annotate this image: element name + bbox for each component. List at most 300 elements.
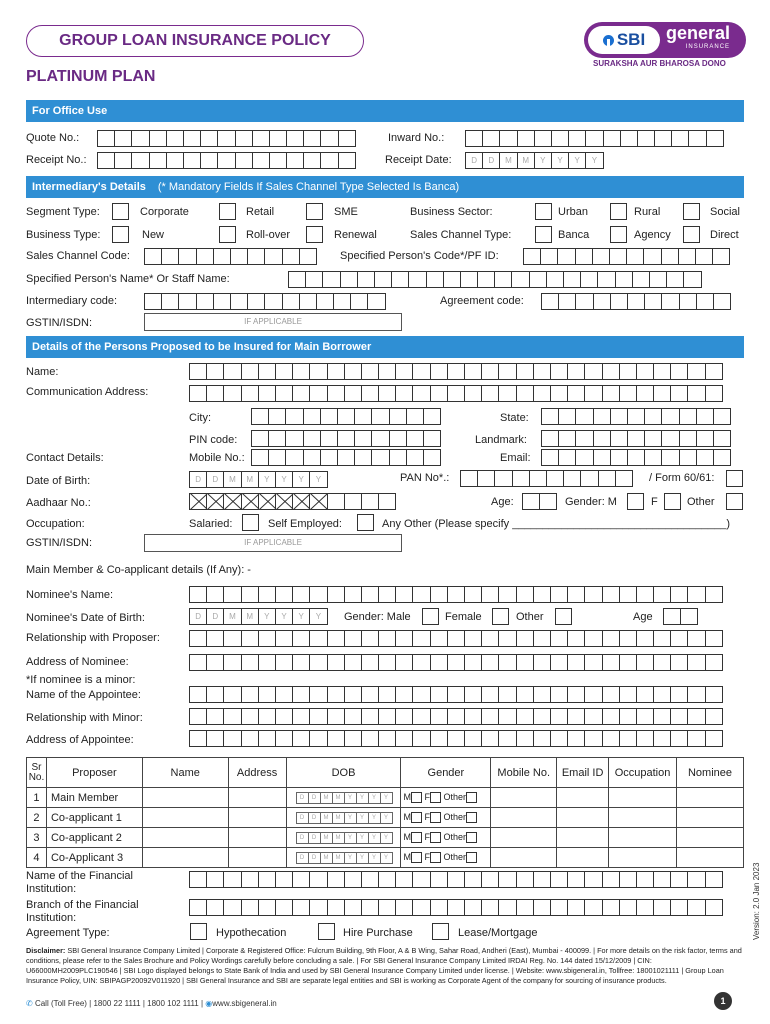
char-box[interactable]	[292, 586, 310, 603]
char-box[interactable]	[558, 408, 576, 425]
char-box[interactable]	[626, 248, 644, 265]
char-box[interactable]	[161, 248, 179, 265]
email-cell[interactable]	[557, 848, 609, 868]
char-box[interactable]	[661, 408, 679, 425]
char-box[interactable]	[602, 730, 620, 747]
date-box[interactable]: Y	[380, 792, 393, 804]
char-box[interactable]	[206, 730, 224, 747]
char-box[interactable]	[412, 730, 430, 747]
other-checkbox[interactable]	[466, 832, 477, 843]
char-box[interactable]	[344, 871, 362, 888]
char-box[interactable]	[275, 630, 293, 647]
char-box[interactable]	[430, 899, 448, 916]
email-cell[interactable]	[557, 808, 609, 828]
form-60-checkbox[interactable]	[726, 470, 743, 487]
char-box[interactable]	[550, 630, 568, 647]
email-cell[interactable]	[557, 828, 609, 848]
char-box[interactable]	[550, 899, 568, 916]
char-box[interactable]	[653, 686, 671, 703]
char-box[interactable]	[447, 363, 465, 380]
char-box[interactable]	[206, 871, 224, 888]
char-box[interactable]	[292, 654, 310, 671]
new-checkbox[interactable]	[112, 226, 129, 243]
char-box[interactable]	[580, 470, 598, 487]
char-box[interactable]	[653, 385, 671, 402]
char-box[interactable]	[550, 686, 568, 703]
char-box[interactable]	[275, 686, 293, 703]
char-box[interactable]	[264, 293, 282, 310]
char-box[interactable]	[460, 271, 478, 288]
char-box[interactable]	[251, 430, 269, 447]
char-box[interactable]	[354, 408, 372, 425]
char-box[interactable]	[320, 130, 338, 147]
char-box[interactable]	[498, 630, 516, 647]
char-box[interactable]	[309, 871, 327, 888]
char-box[interactable]	[361, 363, 379, 380]
char-box[interactable]	[292, 630, 310, 647]
char-box[interactable]	[679, 430, 697, 447]
char-box[interactable]	[447, 871, 465, 888]
char-box[interactable]	[378, 586, 396, 603]
char-box[interactable]	[223, 686, 241, 703]
char-box[interactable]	[619, 586, 637, 603]
char-box[interactable]	[516, 654, 534, 671]
char-box[interactable]	[183, 152, 201, 169]
char-box[interactable]	[344, 686, 362, 703]
char-box[interactable]	[241, 363, 259, 380]
char-box[interactable]	[498, 899, 516, 916]
char-box[interactable]	[464, 730, 482, 747]
date-box[interactable]: M	[320, 852, 333, 864]
char-box[interactable]	[584, 630, 602, 647]
char-box[interactable]	[643, 248, 661, 265]
name-field[interactable]	[189, 363, 722, 380]
char-box[interactable]	[378, 899, 396, 916]
char-box[interactable]	[688, 130, 706, 147]
date-box[interactable]: M	[320, 792, 333, 804]
date-box[interactable]: M	[241, 608, 259, 625]
char-box[interactable]	[653, 630, 671, 647]
char-box[interactable]	[516, 899, 534, 916]
char-box[interactable]	[644, 449, 662, 466]
char-box[interactable]	[610, 449, 628, 466]
char-box[interactable]	[361, 385, 379, 402]
char-box[interactable]	[670, 385, 688, 402]
char-box[interactable]	[309, 654, 327, 671]
date-box[interactable]: D	[206, 471, 224, 488]
char-box[interactable]	[217, 152, 235, 169]
char-box[interactable]	[269, 130, 287, 147]
char-box[interactable]	[481, 686, 499, 703]
char-box[interactable]	[602, 708, 620, 725]
char-box[interactable]	[391, 271, 409, 288]
char-box[interactable]	[627, 408, 645, 425]
char-box[interactable]	[430, 385, 448, 402]
char-box[interactable]	[567, 871, 585, 888]
date-box[interactable]: Y	[568, 152, 586, 169]
dob-cell[interactable]	[286, 808, 401, 828]
date-box[interactable]: D	[296, 832, 309, 844]
date-box[interactable]: D	[482, 152, 500, 169]
char-box[interactable]	[447, 586, 465, 603]
char-box[interactable]	[481, 654, 499, 671]
char-box[interactable]	[637, 130, 655, 147]
date-box[interactable]: M	[320, 832, 333, 844]
char-box[interactable]	[670, 708, 688, 725]
char-box[interactable]	[619, 654, 637, 671]
char-box[interactable]	[166, 152, 184, 169]
char-box[interactable]	[713, 293, 731, 310]
char-box[interactable]	[251, 449, 269, 466]
char-box[interactable]	[275, 385, 293, 402]
char-box[interactable]	[166, 130, 184, 147]
char-box[interactable]	[696, 293, 714, 310]
char-box[interactable]	[269, 152, 287, 169]
char-box[interactable]	[567, 586, 585, 603]
char-box[interactable]	[705, 586, 723, 603]
char-box[interactable]	[217, 130, 235, 147]
date-box[interactable]: D	[308, 812, 321, 824]
char-box[interactable]	[223, 363, 241, 380]
char-box[interactable]	[653, 363, 671, 380]
char-box[interactable]	[516, 363, 534, 380]
char-box[interactable]	[670, 654, 688, 671]
char-box[interactable]	[516, 871, 534, 888]
char-box[interactable]	[465, 130, 483, 147]
name-cell[interactable]	[142, 848, 228, 868]
char-box[interactable]	[533, 686, 551, 703]
char-box[interactable]	[200, 152, 218, 169]
char-box[interactable]	[477, 470, 495, 487]
char-box[interactable]	[371, 430, 389, 447]
char-box[interactable]	[705, 363, 723, 380]
char-box[interactable]	[292, 385, 310, 402]
date-box[interactable]: D	[189, 471, 207, 488]
date-box[interactable]: D	[296, 792, 309, 804]
dob-field[interactable]	[189, 471, 327, 488]
char-box[interactable]	[584, 586, 602, 603]
char-box[interactable]	[644, 430, 662, 447]
char-box[interactable]	[178, 248, 196, 265]
receipt-date-field[interactable]	[465, 152, 603, 169]
char-box[interactable]	[653, 871, 671, 888]
char-box[interactable]	[412, 871, 430, 888]
char-box[interactable]	[361, 493, 379, 510]
char-box[interactable]	[512, 470, 530, 487]
char-box[interactable]	[666, 271, 684, 288]
char-box[interactable]	[481, 899, 499, 916]
char-box[interactable]	[389, 408, 407, 425]
char-box[interactable]	[636, 385, 654, 402]
char-box[interactable]	[223, 871, 241, 888]
gender-other-checkbox[interactable]	[726, 493, 743, 510]
char-box[interactable]	[189, 708, 207, 725]
date-box[interactable]: Y	[368, 832, 381, 844]
char-box[interactable]	[303, 408, 321, 425]
char-box[interactable]	[517, 130, 535, 147]
dob-cell[interactable]	[286, 848, 401, 868]
char-box[interactable]	[361, 630, 379, 647]
char-box[interactable]	[541, 293, 559, 310]
gender-m-checkbox[interactable]	[627, 493, 644, 510]
char-box[interactable]	[602, 586, 620, 603]
char-box[interactable]	[344, 730, 362, 747]
char-box[interactable]	[285, 408, 303, 425]
char-box[interactable]	[327, 363, 345, 380]
char-box[interactable]	[550, 871, 568, 888]
date-box[interactable]: D	[296, 852, 309, 864]
char-box[interactable]	[395, 363, 413, 380]
dob-cell[interactable]	[286, 788, 401, 808]
email-field[interactable]	[541, 449, 730, 466]
inward-no-field[interactable]	[465, 130, 723, 147]
char-box[interactable]	[482, 130, 500, 147]
char-box[interactable]	[494, 271, 512, 288]
char-box[interactable]	[258, 871, 276, 888]
pin-field[interactable]	[251, 430, 440, 447]
occupation-cell[interactable]	[609, 848, 677, 868]
char-box[interactable]	[292, 871, 310, 888]
char-box[interactable]	[320, 430, 338, 447]
char-box[interactable]	[350, 293, 368, 310]
char-box[interactable]	[309, 630, 327, 647]
char-box[interactable]	[378, 630, 396, 647]
char-box[interactable]	[464, 686, 482, 703]
landmark-field[interactable]	[541, 430, 730, 447]
char-box[interactable]	[361, 586, 379, 603]
char-box[interactable]	[539, 493, 557, 510]
name-cell[interactable]	[142, 808, 228, 828]
char-box[interactable]	[584, 385, 602, 402]
date-box[interactable]: D	[308, 792, 321, 804]
char-box[interactable]	[687, 630, 705, 647]
char-box[interactable]	[183, 130, 201, 147]
date-box[interactable]: Y	[534, 152, 552, 169]
char-box[interactable]	[223, 730, 241, 747]
char-box[interactable]	[541, 408, 559, 425]
date-box[interactable]: Y	[344, 852, 357, 864]
char-box[interactable]	[378, 363, 396, 380]
address-cell[interactable]	[228, 788, 286, 808]
char-box[interactable]	[533, 586, 551, 603]
char-box[interactable]	[670, 630, 688, 647]
char-box[interactable]	[567, 899, 585, 916]
date-box[interactable]: Y	[380, 832, 393, 844]
char-box[interactable]	[584, 730, 602, 747]
char-box[interactable]	[498, 363, 516, 380]
char-box[interactable]	[189, 654, 207, 671]
char-box[interactable]	[678, 248, 696, 265]
char-box[interactable]	[189, 586, 207, 603]
char-box[interactable]	[481, 630, 499, 647]
occupation-cell[interactable]	[609, 788, 677, 808]
char-box[interactable]	[511, 271, 529, 288]
char-box[interactable]	[288, 271, 306, 288]
char-box[interactable]	[378, 708, 396, 725]
char-box[interactable]	[371, 449, 389, 466]
nominee-cell[interactable]	[677, 848, 744, 868]
char-box[interactable]	[395, 899, 413, 916]
char-box[interactable]	[378, 730, 396, 747]
date-box[interactable]: Y	[344, 812, 357, 824]
char-box[interactable]	[258, 899, 276, 916]
char-box[interactable]	[563, 470, 581, 487]
gstin-field-2[interactable]: IF APPLICABLE	[144, 534, 402, 552]
date-box[interactable]: D	[308, 852, 321, 864]
char-box[interactable]	[426, 271, 444, 288]
char-box[interactable]	[275, 586, 293, 603]
char-box[interactable]	[636, 871, 654, 888]
char-box[interactable]	[481, 871, 499, 888]
char-box[interactable]	[447, 385, 465, 402]
date-box[interactable]: Y	[356, 852, 369, 864]
sme-checkbox[interactable]	[306, 203, 323, 220]
char-box[interactable]	[395, 686, 413, 703]
char-box[interactable]	[241, 730, 259, 747]
char-box[interactable]	[593, 293, 611, 310]
char-box[interactable]	[670, 730, 688, 747]
char-box[interactable]	[447, 654, 465, 671]
char-box[interactable]	[498, 586, 516, 603]
char-box[interactable]	[97, 152, 115, 169]
char-box[interactable]	[696, 430, 714, 447]
website-link[interactable]: www.sbigeneral.in	[212, 999, 277, 1008]
char-box[interactable]	[378, 871, 396, 888]
char-box[interactable]	[533, 363, 551, 380]
char-box[interactable]	[653, 586, 671, 603]
char-box[interactable]	[309, 686, 327, 703]
char-box[interactable]	[447, 630, 465, 647]
mobile-cell[interactable]	[491, 848, 557, 868]
appointee-name-field[interactable]	[189, 686, 722, 703]
char-box[interactable]	[378, 654, 396, 671]
m-checkbox[interactable]	[411, 792, 422, 803]
char-box[interactable]	[580, 271, 598, 288]
char-box[interactable]	[654, 130, 672, 147]
char-box[interactable]	[189, 686, 207, 703]
char-box[interactable]	[213, 293, 231, 310]
date-box[interactable]: Y	[380, 812, 393, 824]
lease-checkbox[interactable]	[432, 923, 449, 940]
char-box[interactable]	[550, 730, 568, 747]
char-box[interactable]	[247, 293, 265, 310]
char-box[interactable]	[206, 899, 224, 916]
char-box[interactable]	[395, 630, 413, 647]
char-box[interactable]	[679, 449, 697, 466]
char-box[interactable]	[361, 654, 379, 671]
char-box[interactable]	[620, 130, 638, 147]
char-box[interactable]	[320, 408, 338, 425]
char-box[interactable]	[268, 430, 286, 447]
char-box[interactable]	[361, 871, 379, 888]
char-box[interactable]	[327, 630, 345, 647]
char-box[interactable]	[196, 293, 214, 310]
date-box[interactable]: Y	[309, 608, 327, 625]
char-box[interactable]	[247, 248, 265, 265]
char-box[interactable]	[464, 871, 482, 888]
char-box[interactable]	[299, 293, 317, 310]
char-box[interactable]	[322, 271, 340, 288]
date-box[interactable]: D	[296, 812, 309, 824]
char-box[interactable]	[696, 449, 714, 466]
char-box[interactable]	[230, 248, 248, 265]
char-box[interactable]	[687, 899, 705, 916]
nominee-other-checkbox[interactable]	[555, 608, 572, 625]
char-box[interactable]	[550, 363, 568, 380]
char-box[interactable]	[241, 708, 259, 725]
char-box[interactable]	[670, 686, 688, 703]
date-box[interactable]: M	[223, 471, 241, 488]
date-box[interactable]: M	[332, 812, 345, 824]
char-box[interactable]	[361, 708, 379, 725]
char-box[interactable]	[285, 430, 303, 447]
char-box[interactable]	[550, 385, 568, 402]
char-box[interactable]	[223, 586, 241, 603]
char-box[interactable]	[593, 408, 611, 425]
corporate-checkbox[interactable]	[112, 203, 129, 220]
char-box[interactable]	[344, 493, 362, 510]
char-box[interactable]	[282, 293, 300, 310]
char-box[interactable]	[320, 449, 338, 466]
char-box[interactable]	[161, 293, 179, 310]
char-box[interactable]	[516, 630, 534, 647]
char-box[interactable]	[593, 449, 611, 466]
intermediary-code-field[interactable]	[144, 293, 385, 310]
char-box[interactable]	[636, 654, 654, 671]
char-box[interactable]	[567, 385, 585, 402]
char-box[interactable]	[189, 385, 207, 402]
date-box[interactable]: Y	[368, 812, 381, 824]
char-box[interactable]	[292, 708, 310, 725]
char-box[interactable]	[395, 871, 413, 888]
char-box[interactable]	[303, 449, 321, 466]
char-box[interactable]	[333, 293, 351, 310]
char-box[interactable]	[498, 708, 516, 725]
char-box[interactable]	[241, 686, 259, 703]
char-box[interactable]	[540, 248, 558, 265]
char-box[interactable]	[705, 654, 723, 671]
date-box[interactable]: Y	[258, 471, 276, 488]
char-box[interactable]	[292, 686, 310, 703]
char-box[interactable]	[258, 385, 276, 402]
char-box[interactable]	[575, 449, 593, 466]
char-box[interactable]	[354, 449, 372, 466]
relationship-field[interactable]	[189, 630, 722, 647]
char-box[interactable]	[344, 708, 362, 725]
char-box[interactable]	[223, 654, 241, 671]
occupation-cell[interactable]	[609, 828, 677, 848]
char-box[interactable]	[705, 686, 723, 703]
direct-checkbox[interactable]	[683, 226, 700, 243]
char-box[interactable]	[286, 152, 304, 169]
char-box[interactable]	[653, 730, 671, 747]
char-box[interactable]	[706, 130, 724, 147]
char-box[interactable]	[563, 271, 581, 288]
char-box[interactable]	[423, 449, 441, 466]
nominee-cell[interactable]	[677, 808, 744, 828]
date-box[interactable]: Y	[356, 832, 369, 844]
char-box[interactable]	[670, 363, 688, 380]
other-checkbox[interactable]	[466, 852, 477, 863]
char-box[interactable]	[481, 708, 499, 725]
char-box[interactable]	[609, 248, 627, 265]
other-checkbox[interactable]	[466, 812, 477, 823]
char-box[interactable]	[423, 430, 441, 447]
char-box[interactable]	[223, 385, 241, 402]
char-box[interactable]	[223, 630, 241, 647]
char-box[interactable]	[275, 730, 293, 747]
char-box[interactable]	[97, 130, 115, 147]
